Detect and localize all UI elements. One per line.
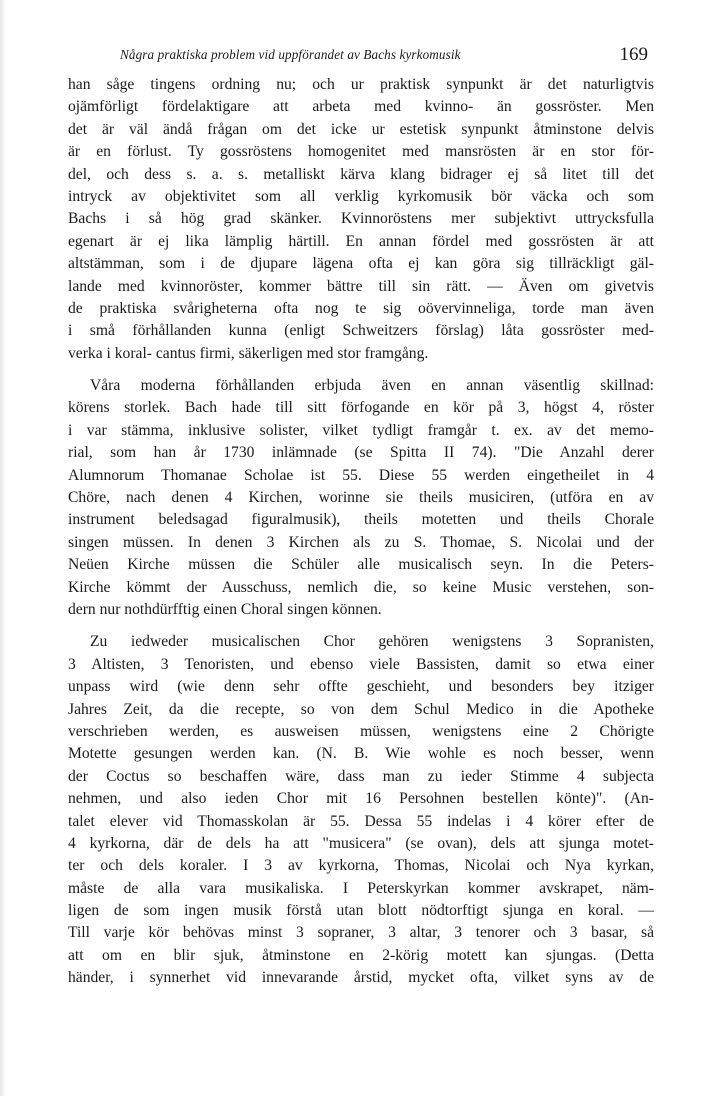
text-line: körens storlek. Bach hade till sitt förfogande en kör på 3, högst 4, röster bbox=[68, 399, 654, 417]
text-line: att om en blir sjuk, åtminstone en 2-körig motett kan sjungas. (Detta bbox=[68, 946, 654, 964]
text-line: händer, i synnerhet vid innevarande årstid, mycket ofta, vilket syns av de bbox=[68, 969, 654, 987]
paragraph-3 bbox=[68, 631, 654, 989]
text-line: måste de alla vara musikaliska. I Peterskyrkan kommer avskrapet, näm- bbox=[68, 879, 654, 897]
paragraph-2 bbox=[68, 375, 654, 621]
text-line: dern nur nothdürfftig einen Choral singen können. bbox=[68, 600, 382, 618]
text-line: Till varje kör behövas minst 3 sopraner, 3 altar, 3 tenorer och 3 basar, så bbox=[68, 924, 654, 942]
text-line: 3 Altisten, 3 Tenoristen, und ebenso viele Bassisten, damit so etwa einer bbox=[68, 655, 654, 673]
text-line: i var stämma, inklusive solister, vilket tydligt framgår t. ex. av det memo- bbox=[68, 421, 654, 439]
text-line: Motette gesungen werden kan. (N. B. Wie wohle es noch besser, wenn bbox=[68, 745, 654, 763]
text-line: ligen de som ingen musik förstå utan blott nödtorftigt sjunga en koral. — bbox=[68, 902, 654, 920]
text-line: del, och dess s. a. s. metalliskt kärva klang bidrager ej så litet till det bbox=[68, 165, 654, 183]
text-line: Kirche kömmt der Ausschuss, nemlich die, so keine Music verstehen, son- bbox=[68, 578, 654, 596]
text-line: instrument beledsagad figuralmusik), theils motetten und theils Chorale bbox=[68, 511, 654, 529]
text-line: Alumnorum Thomanae Scholae ist 55. Diese 55 werden eingetheilet in 4 bbox=[68, 466, 654, 484]
text-line: intryck av objektivitet som all verklig kyrkomusik bör väcka och som bbox=[68, 187, 654, 205]
text-line: Våra moderna förhållanden erbjuda även en annan väsentlig skillnad: bbox=[90, 377, 654, 395]
paragraph-gap bbox=[68, 365, 654, 375]
text-line: der Coctus so beschaffen wäre, dass man zu ieder Stimme 4 subjecta bbox=[68, 767, 654, 785]
running-title: Några praktiska problem vid uppförandet av Bachs kyrkomusik bbox=[120, 47, 461, 62]
text-line: i små förhållanden kunna (enligt Schweitzers förslag) låta gossröster med- bbox=[68, 322, 654, 340]
text-line: Chöre, nach denen 4 Kirchen, worinne sie theils musiciren, (utföra en av bbox=[68, 489, 654, 507]
text-line: verschrieben werden, es ausweisen müssen, wenigstens eine 2 Chörigte bbox=[68, 722, 654, 740]
text-line: Jahres Zeit, da die recepte, so von dem Schul Medico in die Apotheke bbox=[68, 700, 654, 718]
text-line: ojämförligt fördelaktigare att arbeta med kvinno- än gossröster. Men bbox=[68, 98, 654, 116]
text-line: verka i koral- cantus firmi, säkerligen med stor framgång. bbox=[68, 344, 429, 362]
text-line: han såge tingens ordning nu; och ur praktisk synpunkt är det naturligtvis bbox=[68, 76, 654, 93]
text-line: egenart är ej lika lämplig härtill. En annan fördel med gossrösten är att bbox=[68, 232, 654, 250]
text-line: Bachs i så hög grad skänker. Kvinnoröstens mer subjektivt uttrycksfulla bbox=[68, 210, 654, 228]
paragraph-gap bbox=[68, 621, 654, 631]
text-line: är en förlust. Ty gossröstens homogenitet med mansrösten är en stor för- bbox=[68, 143, 654, 161]
text-line: det är väl ändå frågan om det icke ur estetisk synpunkt åtminstone delvis bbox=[68, 120, 654, 138]
text-line: talet elever vid Thomasskolan är 55. Dessa 55 indelas i 4 körer efter de bbox=[68, 812, 654, 830]
scan-edge-shadow bbox=[0, 0, 6, 1096]
paragraph-1 bbox=[68, 74, 654, 365]
text-line: ter och dels koraler. I 3 av kyrkorna, Thomas, Nicolai och Nya kyrkan, bbox=[68, 857, 654, 875]
text-line: 4 kyrkorna, där de dels ha att "musicera" (se ovan), dels att sjunga motet- bbox=[68, 834, 654, 852]
running-head bbox=[68, 44, 654, 68]
text-line: de praktiska svårigheterna ofta nog te sig oövervinneliga, torde man även bbox=[68, 299, 654, 317]
text-line: altstämman, som i de djupare lägena ofta ej kan göra sig tillräckligt gäl- bbox=[68, 255, 654, 273]
body-text bbox=[68, 74, 654, 990]
page-number: 169 bbox=[619, 44, 648, 65]
text-line: singen müssen. In denen 3 Kirchen als zu S. Thomae, S. Nicolai und der bbox=[68, 533, 654, 551]
text-line: unpass wird (wie denn sehr offte geschieht, und besonders bey itziger bbox=[68, 678, 654, 696]
text-line: rial, som han år 1730 inlämnade (se Spitta II 74). "Die Anzahl derer bbox=[68, 444, 654, 462]
text-line: lande med kvinnoröster, kommer bättre till sin rätt. — Även om givetvis bbox=[68, 277, 654, 295]
text-line: Zu iedweder musicalischen Chor gehören wenigstens 3 Sopranisten, bbox=[90, 633, 654, 651]
text-line: Neüen Kirche müssen die Schüler alle musicalisch seyn. In die Peters- bbox=[68, 556, 654, 574]
text-line: nehmen, und also ieden Chor mit 16 Persohnen bestellen könte)". (An- bbox=[68, 790, 654, 808]
